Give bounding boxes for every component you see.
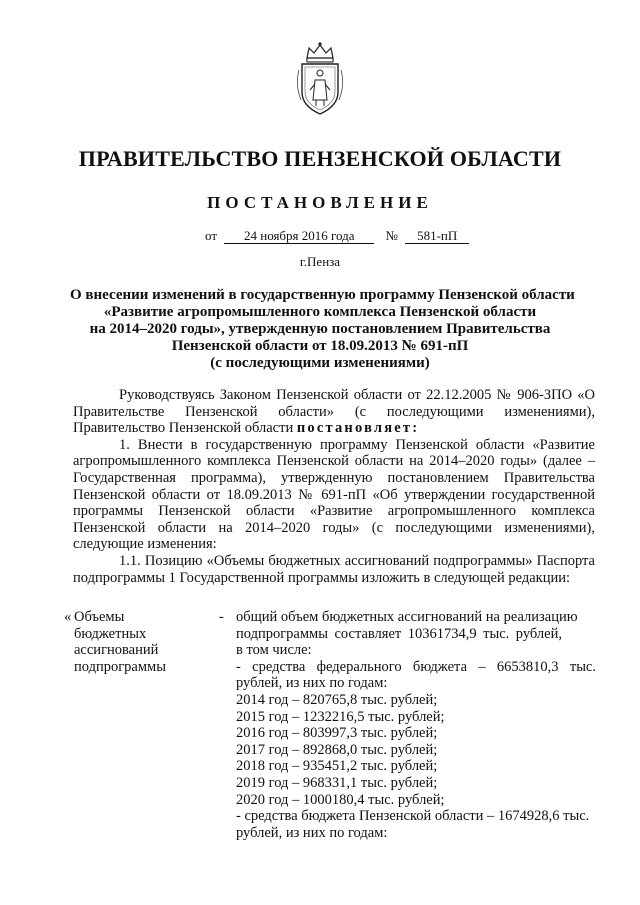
heading-line: (с последующими изменениями) xyxy=(210,355,430,371)
coat-of-arms-icon xyxy=(293,40,347,118)
value-line: 2018 год – 935451,2 тыс. рублей; xyxy=(236,758,438,775)
label-line: подпрограммы xyxy=(74,658,166,675)
heading-line: О внесении изменений в государственную программу Пензенской области xyxy=(70,287,575,303)
document-date: 24 ноября 2016 года xyxy=(224,228,374,244)
label-line: ассигнований xyxy=(74,642,159,659)
paragraph-1-1: 1.1. Позицию «Объемы бюджетных ассигнований подпрограммы» Паспорта подпрограммы 1 Государственной программы изложить в следующей редакции: xyxy=(73,552,595,586)
heading-line: «Развитие агропромышленного комплекса Пензенской области xyxy=(103,304,537,320)
value-line: 2020 год – 1000180,4 тыс. рублей; xyxy=(236,791,445,808)
paragraph-1: 1. Внести в государственную программу Пензенской области «Развитие агропромышленного комплекса Пензенской области на 2014–2020 годы» (далее – Государственная программа), утвержденную постановлением Правительства Пензенской области от 18.09.2013 № 691-пП «Об утверждении государственной программы Пензенской области «Развитие агропромышленного комплекса Пензенской области на 2014–2020 годы» (с последующими изменениями), следующие изменения: xyxy=(73,436,595,553)
number-prefix: № xyxy=(385,228,398,243)
value-line: общий объем бюджетных ассигнований на реализацию xyxy=(236,609,578,625)
intro-paragraph xyxy=(73,387,595,437)
value-line: 2016 год – 803997,3 тыс. рублей; xyxy=(236,725,438,742)
resolves-word: постановляет: xyxy=(296,420,420,437)
value-line: 2017 год – 892868,0 тыс. рублей; xyxy=(236,741,438,758)
label-line: Объемы xyxy=(74,609,125,625)
label-line: бюджетных xyxy=(74,625,147,642)
heading-line: на 2014–2020 годы», утвержденную постановлением Правительства xyxy=(89,321,551,337)
value-line: рублей, из них по годам: xyxy=(236,824,388,841)
value-line: - средства федерального бюджета – 6653810,3 тыс. xyxy=(236,658,596,675)
value-line: 2014 год – 820765,8 тыс. рублей; xyxy=(236,691,438,708)
city: г.Пенза xyxy=(299,254,341,269)
value-line: в том числе: xyxy=(236,642,312,659)
intro-text: Руководствуясь Законом Пензенской области от 22.12.2005 № 906-ЗПО «О Правительстве Пензенской области» (с последующими изменениями), Правительство Пензенской области xyxy=(73,387,595,437)
document-body xyxy=(73,387,595,586)
value-line: 2015 год – 1232216,5 тыс. рублей; xyxy=(236,708,445,725)
open-quote: « xyxy=(64,609,72,625)
table-dash: - xyxy=(219,609,224,625)
value-line: рублей, из них по годам: xyxy=(236,675,388,692)
table-value-cell xyxy=(236,609,596,841)
value-line: - средства бюджета Пензенской области – 1674928,6 тыс. xyxy=(236,808,590,825)
document-type: ПОСТАНОВЛЕНИЕ xyxy=(207,193,433,212)
document-number: 581-пП xyxy=(405,228,469,244)
value-line: подпрограммы составляет 10361734,9 тыс. рублей, xyxy=(236,625,562,642)
date-number-line xyxy=(205,228,469,244)
organization-title: ПРАВИТЕЛЬСТВО ПЕНЗЕНСКОЙ ОБЛАСТИ xyxy=(78,146,562,171)
date-prefix: от xyxy=(205,228,218,243)
document-heading xyxy=(70,287,575,372)
heading-line: Пензенской области от 18.09.2013 № 691-пП xyxy=(171,338,469,354)
value-line: 2019 год – 968331,1 тыс. рублей; xyxy=(236,774,438,791)
